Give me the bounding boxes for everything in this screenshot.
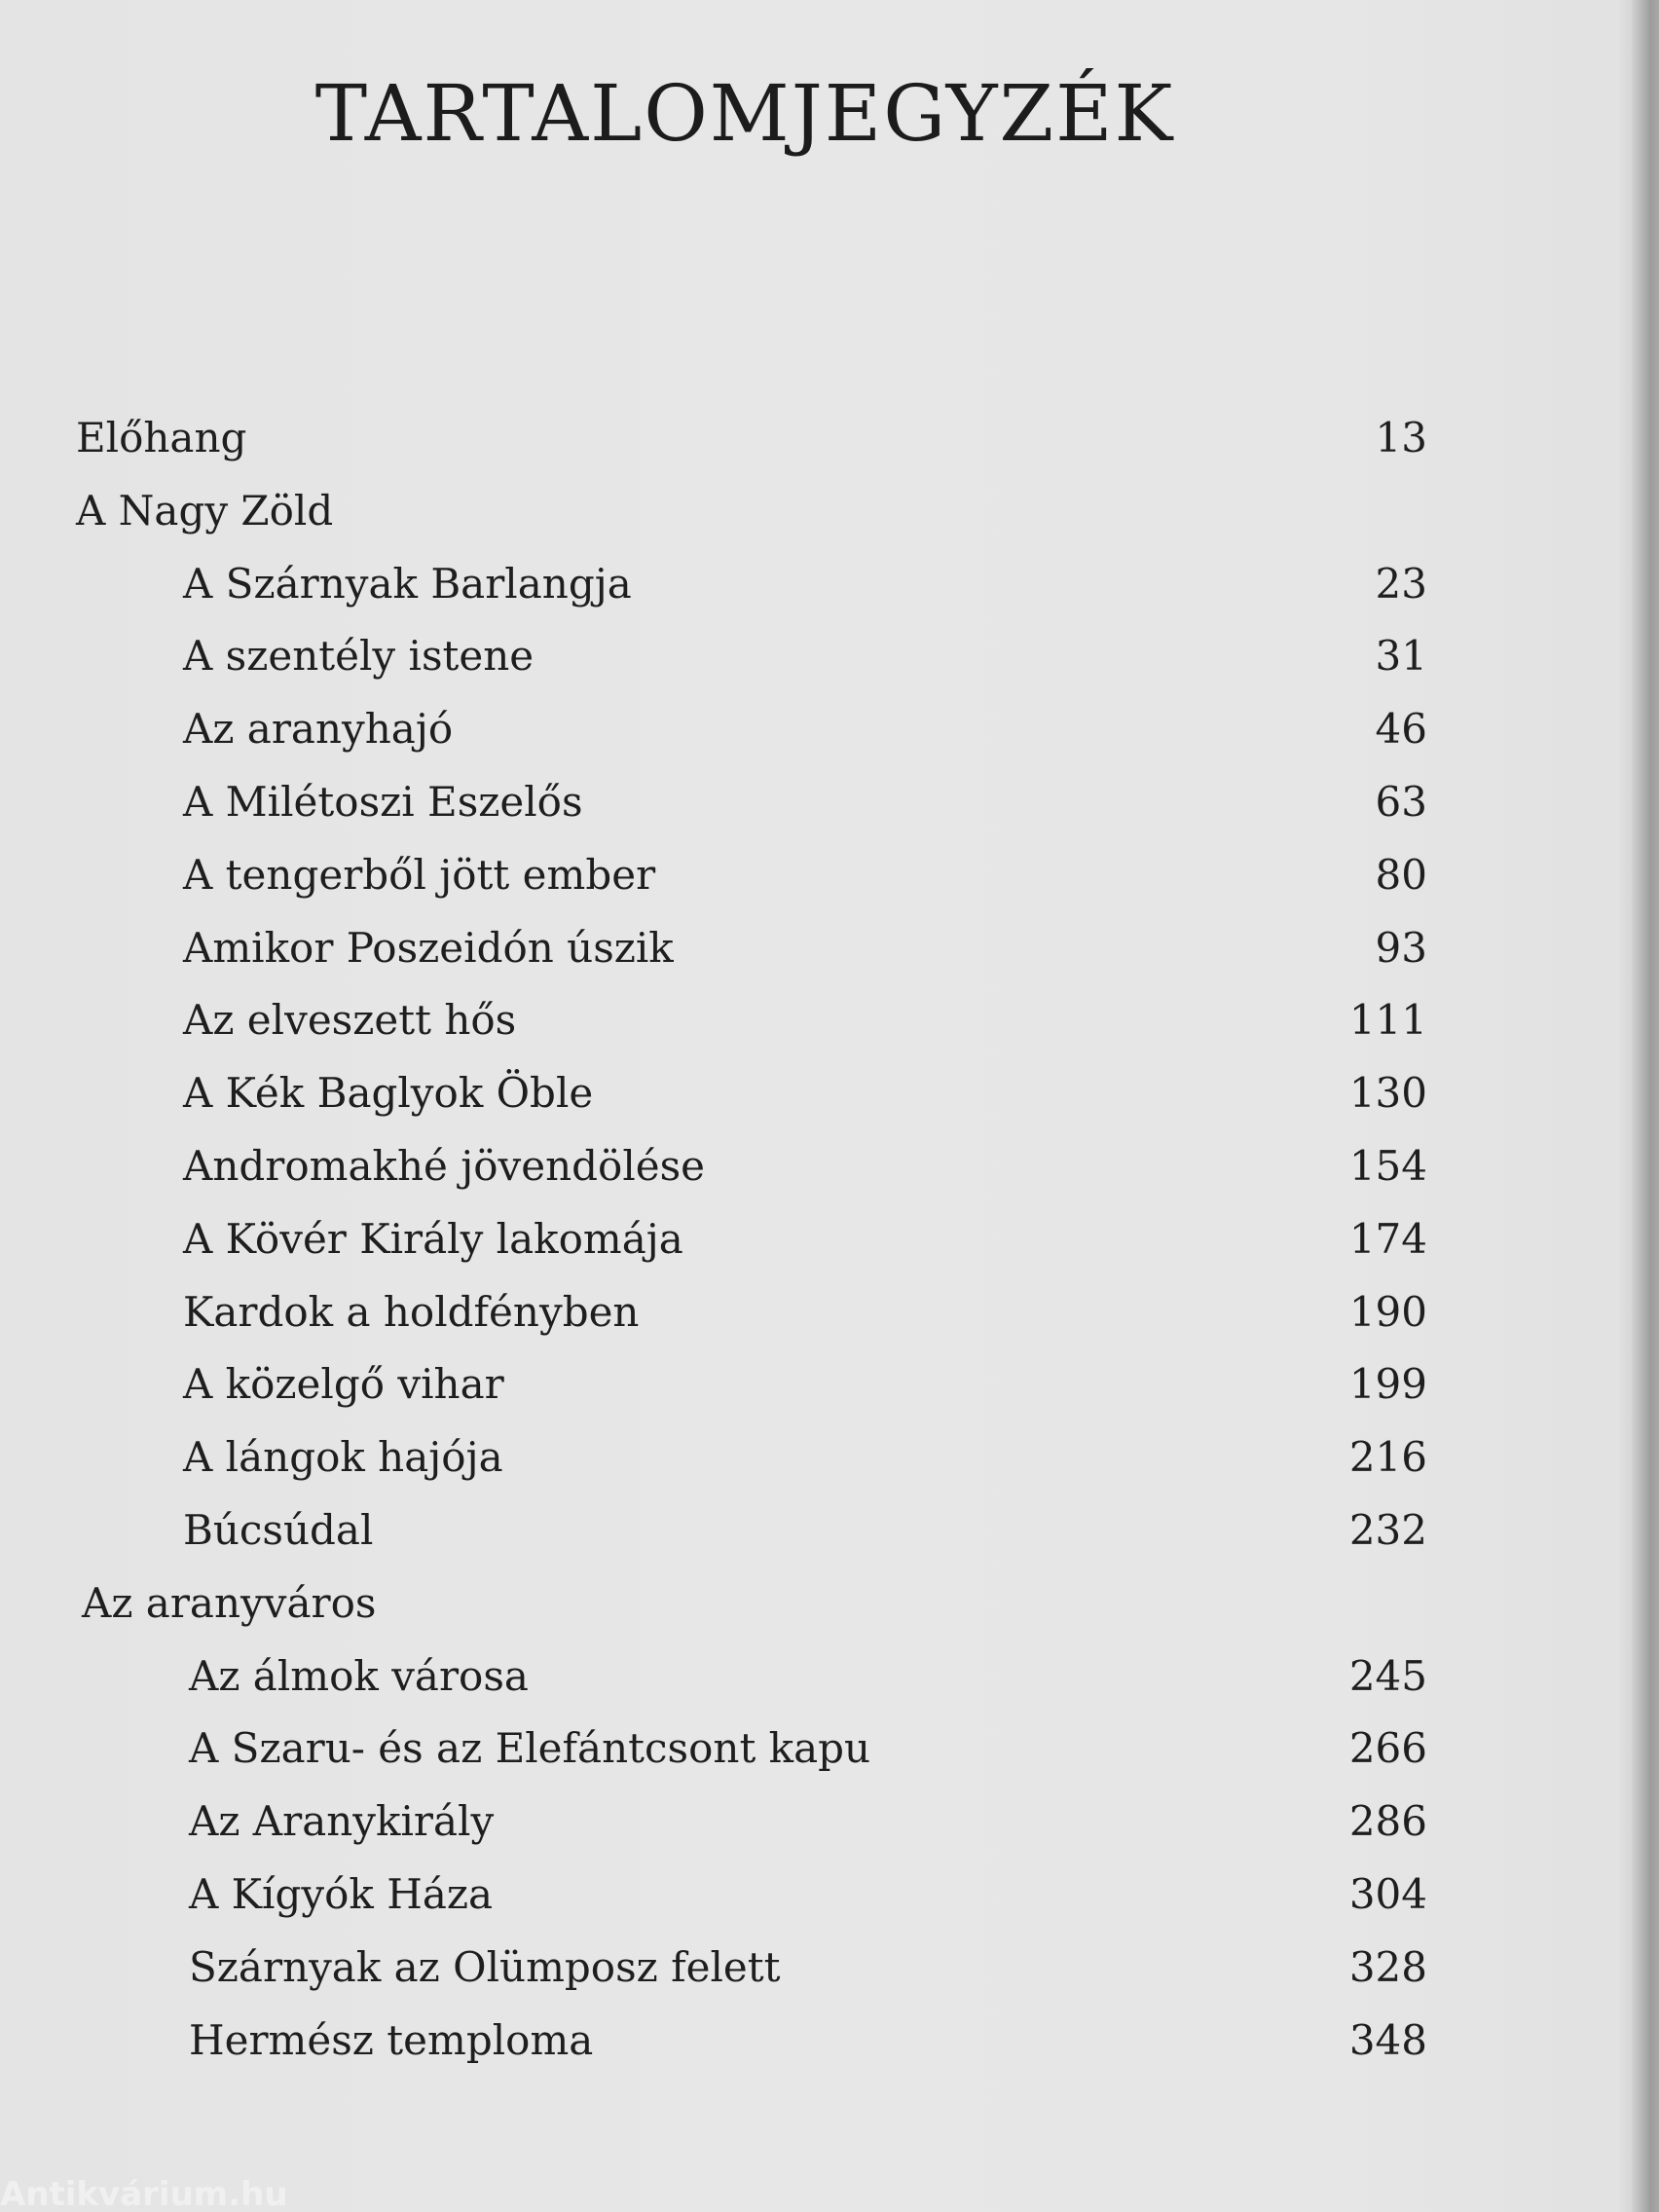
- toc-entry: [183, 986, 1427, 1054]
- toc-entry: [183, 841, 1427, 909]
- toc-page-number: 348: [1348, 2015, 1427, 2064]
- toc-page-number: 80: [1375, 850, 1427, 899]
- toc-entry-title: A lángok hajója: [183, 1433, 503, 1482]
- toc-entry: [189, 1642, 1427, 1711]
- toc-entry-title: A Kövér Király lakomája: [183, 1214, 683, 1263]
- toc-entry-title: A Milétoszi Eszelős: [183, 778, 583, 826]
- toc-page-number: 232: [1348, 1506, 1427, 1554]
- toc-entry: [183, 768, 1427, 836]
- toc-entry-title: Az aranyváros: [82, 1578, 377, 1627]
- toc-entry: [183, 1496, 1427, 1565]
- toc-entry-title: A Kígyók Háza: [189, 1870, 494, 1918]
- toc-entry-title: Előhang: [76, 414, 247, 461]
- toc-section: [76, 404, 1427, 472]
- toc-entry: [183, 1205, 1427, 1273]
- toc-entry-title: Amikor Poszeidón úszik: [183, 923, 674, 972]
- toc-page-number: 245: [1348, 1651, 1427, 1700]
- toc-entry: [183, 1132, 1427, 1200]
- toc-entry: [183, 1278, 1427, 1346]
- toc-entry: [189, 1714, 1427, 1783]
- toc-page-number: 31: [1375, 632, 1427, 681]
- toc-entry: [189, 1861, 1427, 1929]
- toc-entry-title: A szentély istene: [183, 632, 535, 681]
- toc-entry-title: Az aranyhajó: [183, 705, 454, 754]
- toc-page-number: 63: [1375, 778, 1427, 826]
- toc-page-number: 286: [1348, 1797, 1427, 1846]
- toc-section: [82, 1569, 1427, 1638]
- toc-entry: [183, 914, 1427, 982]
- toc-page-number: 216: [1348, 1433, 1427, 1482]
- toc-page-number: 266: [1348, 1724, 1427, 1773]
- toc-entry: [189, 1934, 1427, 2002]
- toc-section: [76, 477, 1427, 545]
- toc-entry-title: Kardok a holdfényben: [183, 1287, 640, 1336]
- toc-entry-title: Az Aranykirály: [189, 1797, 495, 1846]
- toc-page-number: 111: [1348, 996, 1427, 1045]
- toc-page-number: 13: [1375, 414, 1427, 461]
- toc-page-number: 190: [1348, 1287, 1427, 1336]
- toc-page-number: 328: [1348, 1942, 1427, 1991]
- toc-entry: [183, 1059, 1427, 1127]
- toc-entry: [183, 695, 1427, 763]
- toc-entry-title: A Kék Baglyok Öble: [183, 1069, 594, 1118]
- toc-entry-title: Az elveszett hős: [183, 996, 517, 1045]
- toc-entry: [189, 1788, 1427, 1856]
- toc-entry: [183, 1350, 1427, 1419]
- toc-entry-title: A közelgő vihar: [183, 1360, 504, 1409]
- toc-entry-title: Andromakhé jövendölése: [183, 1142, 706, 1190]
- toc-page-number: 46: [1375, 705, 1427, 754]
- page-title: TARTALOMJEGYZÉK: [314, 68, 1175, 159]
- toc-entry-title: Az álmok városa: [189, 1651, 529, 1700]
- toc-entry: [189, 2007, 1427, 2075]
- toc-page-number: 174: [1348, 1214, 1427, 1263]
- toc-entry-title: Hermész temploma: [189, 2015, 594, 2064]
- toc-entry-title: A Szárnyak Barlangja: [183, 559, 632, 608]
- toc-page-number: 304: [1348, 1870, 1427, 1918]
- toc-entry: [183, 1423, 1427, 1492]
- toc-page-number: 199: [1348, 1360, 1427, 1409]
- watermark: Antikvárium.hu: [0, 2177, 288, 2212]
- toc-entry-title: A Szaru- és az Elefántcsont kapu: [189, 1724, 871, 1773]
- toc-entry-title: A Nagy Zöld: [76, 486, 334, 535]
- toc-page-number: 154: [1348, 1142, 1427, 1190]
- toc-entry-title: Búcsúdal: [183, 1506, 374, 1554]
- toc-entry-title: Szárnyak az Olümposz felett: [189, 1942, 781, 1991]
- toc-entry: [183, 550, 1427, 618]
- toc-page-number: 130: [1348, 1069, 1427, 1118]
- toc-entry-title: A tengerből jött ember: [183, 850, 656, 899]
- toc-page-number: 23: [1375, 559, 1427, 608]
- toc-page-number: 93: [1375, 923, 1427, 972]
- toc-entry: [183, 622, 1427, 690]
